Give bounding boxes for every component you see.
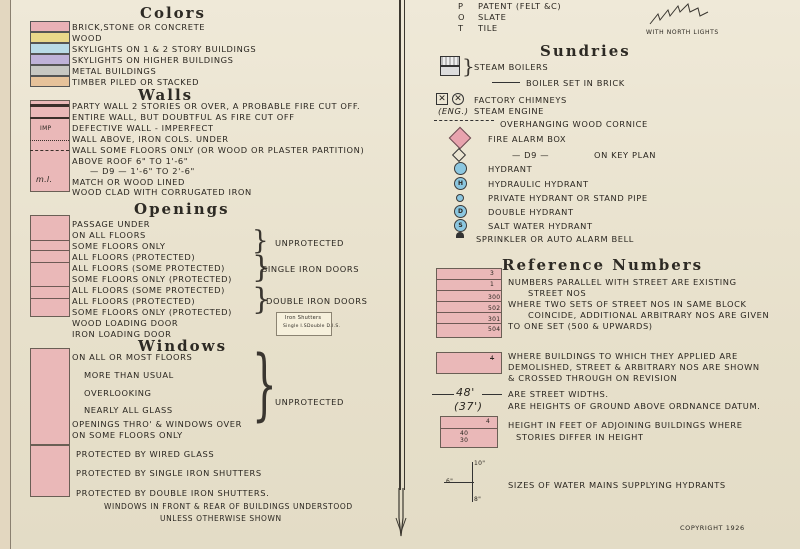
roof-code: P xyxy=(458,1,464,11)
main-mark: 10" xyxy=(474,460,486,467)
ref-block-line xyxy=(436,312,501,313)
datum-mark: (37') xyxy=(454,400,483,413)
opening-line xyxy=(30,262,69,263)
ref-label: NUMBERS PARALLEL WITH STREET ARE EXISTING xyxy=(508,277,737,287)
swatch-brick xyxy=(30,21,70,32)
reference-heading: Reference Numbers xyxy=(502,256,704,274)
opening-line xyxy=(30,240,69,241)
sundry-label: SPRINKLER OR AUTO ALARM BELL xyxy=(476,234,635,244)
windows-protected-block xyxy=(30,445,70,497)
height-block-line xyxy=(440,428,497,429)
column-divider xyxy=(399,0,401,490)
double-hydrant-icon: D xyxy=(454,205,467,218)
group-label: SINGLE IRON DOORS xyxy=(262,264,360,274)
ref-num: 4 xyxy=(490,355,495,362)
window-label: PROTECTED BY DOUBLE IRON SHUTTERS. xyxy=(76,488,270,498)
sprinkler-bell-icon xyxy=(456,232,464,238)
opening-line xyxy=(30,298,69,299)
shutters-double: Double D.I.S. xyxy=(307,324,341,329)
windows-note: WINDOWS IN FRONT & REAR OF BUILDINGS UNDERSTOOD xyxy=(104,502,353,511)
group-label: DOUBLE IRON DOORS xyxy=(266,296,368,306)
ref-num: 1 xyxy=(490,281,495,288)
group-label: UNPROTECTED xyxy=(275,397,344,407)
window-label: PROTECTED BY SINGLE IRON SHUTTERS xyxy=(76,468,262,478)
roof-code: T xyxy=(458,23,464,33)
sundry-label: PRIVATE HYDRANT OR STAND PIPE xyxy=(488,193,648,203)
copyright-text: COPYRIGHT 1926 xyxy=(680,524,745,532)
ref-label: HEIGHT IN FEET OF ADJOINING BUILDINGS WHERE xyxy=(508,420,743,430)
swatch-skylight-low xyxy=(30,43,70,54)
height-mark: 4 xyxy=(486,418,491,425)
sundry-label: FACTORY CHIMNEYS xyxy=(474,95,567,105)
sundries-heading: Sundries xyxy=(540,42,631,60)
roof-code: O xyxy=(458,12,466,22)
windows-heading: Windows xyxy=(138,337,228,355)
opening-label: SOME FLOORS ONLY (PROTECTED) xyxy=(72,274,233,284)
cornice-line xyxy=(434,120,494,122)
window-label: OPENINGS THRO' & WINDOWS OVER xyxy=(72,419,242,429)
sundry-label: SALT WATER HYDRANT xyxy=(488,221,593,231)
street-width-line xyxy=(482,394,502,395)
group-label: UNPROTECTED xyxy=(275,238,344,248)
wall-label: ABOVE ROOF 6" TO 1'-6" xyxy=(72,156,189,166)
roof-label: TILE xyxy=(478,23,498,33)
color-label: SKYLIGHTS ON 1 & 2 STORY BUILDINGS xyxy=(72,44,257,54)
color-label: TIMBER PILED OR STACKED xyxy=(72,77,200,87)
colors-heading: Colors xyxy=(140,4,206,22)
ref-label: ARE HEIGHTS OF GROUND ABOVE ORDNANCE DATUM. xyxy=(508,401,761,411)
windows-note: UNLESS OTHERWISE SHOWN xyxy=(160,514,282,523)
ref-block-line xyxy=(436,301,501,302)
column-divider xyxy=(404,0,405,490)
chimney-round-icon: ✕ xyxy=(452,93,464,105)
north-lights-icon xyxy=(648,2,712,28)
swatch-timber xyxy=(30,76,70,87)
roof-label: PATENT (FELT &C) xyxy=(478,1,562,11)
sheet-edge xyxy=(0,0,11,549)
wall-label: WOOD CLAD WITH CORRUGATED IRON xyxy=(72,187,252,197)
wall-line-party xyxy=(30,104,69,107)
opening-label: ALL FLOORS (SOME PROTECTED) xyxy=(72,263,225,273)
brace-unprotected: } xyxy=(252,226,269,256)
window-label: NEARLY ALL GLASS xyxy=(84,405,173,415)
sundry-label: STEAM ENGINE xyxy=(474,106,545,116)
color-label: BRICK,STONE OR CONCRETE xyxy=(72,22,206,32)
brace-double-iron: } xyxy=(252,282,272,317)
private-hydrant-icon xyxy=(456,194,464,202)
opening-label: ON ALL FLOORS xyxy=(72,230,146,240)
ref-num: 504 xyxy=(488,326,501,333)
ref-label: SIZES OF WATER MAINS SUPPLYING HYDRANTS xyxy=(508,480,726,490)
walls-heading: Walls xyxy=(138,86,194,104)
ref-num: 3 xyxy=(490,270,495,277)
ref-label: STORIES DIFFER IN HEIGHT xyxy=(516,432,644,442)
opening-line xyxy=(30,250,69,251)
roof-label: SLATE xyxy=(478,12,507,22)
ref-block-line xyxy=(436,290,501,291)
ref-label: COINCIDE, ADDITIONAL ARBITRARY NOS ARE GIVEN xyxy=(528,310,770,320)
ref-label: STREET NOS xyxy=(528,288,587,298)
openings-sample-block xyxy=(30,215,70,317)
ref-num: 301 xyxy=(488,316,501,323)
window-label: ON ALL OR MOST FLOORS xyxy=(72,352,193,362)
hydraulic-hydrant-icon: H xyxy=(454,177,467,190)
opening-label: ALL FLOORS (SOME PROTECTED) xyxy=(72,285,225,295)
main-mark: 6" xyxy=(446,478,454,485)
hydrant-icon xyxy=(454,162,467,175)
color-label: WOOD xyxy=(72,33,103,43)
ref-block-line xyxy=(436,323,501,324)
sundry-label: HYDRANT xyxy=(488,164,533,174)
window-label: MORE THAN USUAL xyxy=(84,370,174,380)
boiler-line xyxy=(492,82,520,83)
openings-heading: Openings xyxy=(134,200,230,218)
swatch-wood xyxy=(30,32,70,43)
window-label: ON SOME FLOORS ONLY xyxy=(72,430,183,440)
eng-label: (ENG.) xyxy=(438,106,469,116)
wall-label: — D9 — 1'-6" TO 2'-6" xyxy=(90,166,195,176)
wall-mark-ml: m.l. xyxy=(36,175,53,184)
opening-label: SOME FLOORS ONLY (PROTECTED) xyxy=(72,307,233,317)
main-mark: 8" xyxy=(474,496,482,503)
ref-num: 502 xyxy=(488,305,501,312)
iron-shutters-box xyxy=(276,312,341,336)
wall-mark-imp: IMP xyxy=(40,125,52,132)
color-label: SKYLIGHTS ON HIGHER BUILDINGS xyxy=(72,55,234,65)
street-width-line xyxy=(432,394,454,395)
sundry-label: HYDRAULIC HYDRANT xyxy=(488,179,589,189)
opening-label: PASSAGE UNDER xyxy=(72,219,151,229)
boiler-icon xyxy=(440,66,460,76)
ref-num: 300 xyxy=(488,294,501,301)
ref-label: & CROSSED THROUGH ON REVISION xyxy=(508,373,678,383)
height-mark: 40 xyxy=(460,430,469,437)
wall-line-some-floors xyxy=(30,150,69,152)
opening-label: WOOD LOADING DOOR xyxy=(72,318,179,328)
swatch-metal xyxy=(30,65,70,76)
swatch-skylight-high xyxy=(30,54,70,65)
ref-label: ARE STREET WIDTHS. xyxy=(508,389,609,399)
opening-label: ALL FLOORS (PROTECTED) xyxy=(72,296,196,306)
wall-label: WALL ABOVE, IRON COLS. UNDER xyxy=(72,134,229,144)
wall-label: DEFECTIVE WALL - IMPERFECT xyxy=(72,123,214,133)
opening-line xyxy=(30,286,69,287)
key-plan-icon xyxy=(452,148,466,162)
ref-label: DEMOLISHED, STREET & ARBITRARY NOS ARE SHOWN xyxy=(508,362,760,372)
window-label: OVERLOOKING xyxy=(84,388,152,398)
window-label: PROTECTED BY WIRED GLASS xyxy=(76,449,215,459)
shutters-single: Single I.S. xyxy=(283,324,309,329)
opening-label: ALL FLOORS (PROTECTED) xyxy=(72,252,196,262)
wall-label: PARTY WALL 2 STORIES OR OVER, A PROBABLE FIRE CUT OFF. xyxy=(72,101,361,111)
height-mark: 30 xyxy=(460,437,469,444)
ref-label: WHERE TWO SETS OF STREET NOS IN SAME BLOCK xyxy=(508,299,747,309)
windows-sample-block xyxy=(30,348,70,445)
salt-water-hydrant-icon: S xyxy=(454,219,467,232)
wall-label: MATCH OR WOOD LINED xyxy=(72,177,185,187)
fire-alarm-icon xyxy=(449,127,472,150)
wall-line-entire xyxy=(30,117,69,119)
sundry-label: STEAM BOILERS xyxy=(474,62,549,72)
opening-label: SOME FLOORS ONLY xyxy=(72,241,166,251)
color-label: METAL BUILDINGS xyxy=(72,66,157,76)
ref-label: TO ONE SET (500 & UPWARDS) xyxy=(508,321,653,331)
wall-label: ENTIRE WALL, BUT DOUBTFUL AS FIRE CUT OFF xyxy=(72,112,295,122)
sundry-label: OVERHANGING WOOD CORNICE xyxy=(500,119,648,129)
sundry-label: BOILER SET IN BRICK xyxy=(526,78,625,88)
sundry-label: ON KEY PLAN xyxy=(594,150,657,160)
ref-label: WHERE BUILDINGS TO WHICH THEY APPLIED ARE xyxy=(508,351,738,361)
boiler-icon xyxy=(440,56,460,66)
opening-label: IRON LOADING DOOR xyxy=(72,329,172,339)
shutters-title: Iron Shutters xyxy=(285,315,322,321)
street-width-mark: 48' xyxy=(456,386,475,399)
sundry-label: DOUBLE HYDRANT xyxy=(488,207,574,217)
chimney-icon: ✕ xyxy=(436,93,448,105)
divider-ornament xyxy=(393,488,409,538)
north-lights-label: WITH NORTH LIGHTS xyxy=(646,29,719,36)
wall-label: WALL SOME FLOORS ONLY (OR WOOD OR PLASTER PARTITION) xyxy=(72,145,365,155)
sundry-label: FIRE ALARM BOX xyxy=(488,134,567,144)
boiler-brace: } xyxy=(462,54,475,78)
wall-line-iron-cols xyxy=(30,140,69,142)
brace-windows: } xyxy=(252,340,277,430)
ref-block-line xyxy=(436,279,501,280)
sundry-label: — D9 — xyxy=(512,150,550,160)
brace-single-iron: } xyxy=(252,250,272,285)
